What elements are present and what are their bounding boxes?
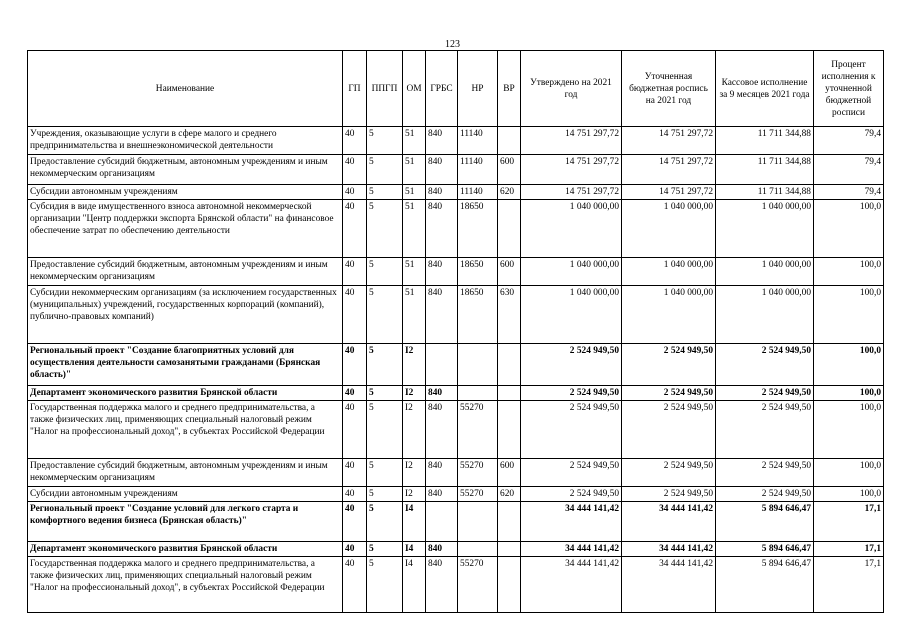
col-header-vr: ВР [498, 51, 521, 127]
row-om-cell: 51 [403, 286, 426, 344]
col-header-cash: Кассовое исполнение за 9 месяцев 2021 года [716, 51, 814, 127]
row-om-cell: 51 [403, 258, 426, 286]
row-percent-cell: 100,0 [814, 487, 884, 502]
row-gp-cell: 40 [343, 542, 367, 557]
row-cash-cell: 2 524 949,50 [716, 401, 814, 459]
row-cash-cell: 11 711 344,88 [716, 155, 814, 185]
table-row [28, 542, 884, 557]
table-row [28, 185, 884, 200]
row-om-cell: 51 [403, 155, 426, 185]
row-gp-cell: 40 [343, 286, 367, 344]
row-approved-cell: 1 040 000,00 [521, 200, 622, 258]
row-percent-cell: 79,4 [814, 185, 884, 200]
row-approved-cell: 2 524 949,50 [521, 401, 622, 459]
row-om-cell: I4 [403, 542, 426, 557]
row-refined-cell: 2 524 949,50 [622, 487, 716, 502]
row-approved-cell: 14 751 297,72 [521, 127, 622, 155]
row-om-cell: I2 [403, 487, 426, 502]
row-ppgp-cell: 5 [367, 286, 403, 344]
row-ppgp-cell: 5 [367, 401, 403, 459]
row-grbs-cell: 840 [426, 386, 458, 401]
row-ppgp-cell: 5 [367, 200, 403, 258]
row-vr-cell: 620 [498, 487, 521, 502]
row-grbs-cell [426, 344, 458, 386]
row-name-cell: Региональный проект "Создание условий для легкого старта и комфортного ведения бизнеса (Брянская область)" [28, 502, 343, 542]
row-name-cell: Предоставление субсидий бюджетным, автономным учреждениям и иным некоммерческим организациям [28, 155, 343, 185]
row-cash-cell: 1 040 000,00 [716, 258, 814, 286]
col-header-om: ОМ [403, 51, 426, 127]
row-refined-cell: 2 524 949,50 [622, 401, 716, 459]
row-om-cell: I2 [403, 459, 426, 487]
row-name-cell: Учреждения, оказывающие услуги в сфере малого и среднего предпринимательства и внешнеэкономической деятельности [28, 127, 343, 155]
row-refined-cell: 34 444 141,42 [622, 542, 716, 557]
row-cash-cell: 2 524 949,50 [716, 386, 814, 401]
row-vr-cell [498, 401, 521, 459]
row-np-cell: 18650 [458, 200, 498, 258]
row-cash-cell: 11 711 344,88 [716, 185, 814, 200]
row-vr-cell [498, 542, 521, 557]
row-np-cell: 18650 [458, 286, 498, 344]
col-header-ppgp: ППГП [367, 51, 403, 127]
row-approved-cell: 2 524 949,50 [521, 386, 622, 401]
row-vr-cell: 600 [498, 459, 521, 487]
table-body [28, 127, 884, 613]
row-percent-cell: 100,0 [814, 401, 884, 459]
row-gp-cell: 40 [343, 344, 367, 386]
page-number: 123 [445, 39, 460, 50]
row-percent-cell: 17,1 [814, 557, 884, 613]
table-row [28, 286, 884, 344]
row-approved-cell: 14 751 297,72 [521, 155, 622, 185]
row-gp-cell: 40 [343, 487, 367, 502]
row-gp-cell: 40 [343, 459, 367, 487]
row-gp-cell: 40 [343, 557, 367, 613]
table-row [28, 386, 884, 401]
row-refined-cell: 34 444 141,42 [622, 502, 716, 542]
row-vr-cell [498, 200, 521, 258]
row-om-cell: 51 [403, 127, 426, 155]
row-refined-cell: 1 040 000,00 [622, 200, 716, 258]
row-grbs-cell: 840 [426, 401, 458, 459]
row-np-cell: 55270 [458, 487, 498, 502]
row-refined-cell: 34 444 141,42 [622, 557, 716, 613]
table-row [28, 200, 884, 258]
row-name-cell: Региональный проект "Создание благоприятных условий для осуществления деятельности самозанятыми гражданами (Брянская область)" [28, 344, 343, 386]
row-gp-cell: 40 [343, 185, 367, 200]
row-grbs-cell: 840 [426, 542, 458, 557]
row-refined-cell: 1 040 000,00 [622, 286, 716, 344]
row-ppgp-cell: 5 [367, 502, 403, 542]
row-grbs-cell: 840 [426, 185, 458, 200]
row-refined-cell: 14 751 297,72 [622, 127, 716, 155]
row-approved-cell: 2 524 949,50 [521, 459, 622, 487]
row-approved-cell: 2 524 949,50 [521, 344, 622, 386]
row-ppgp-cell: 5 [367, 185, 403, 200]
table-row [28, 401, 884, 459]
row-vr-cell [498, 502, 521, 542]
row-name-cell: Предоставление субсидий бюджетным, автономным учреждениям и иным некоммерческим организациям [28, 459, 343, 487]
table-row [28, 127, 884, 155]
row-percent-cell: 79,4 [814, 127, 884, 155]
row-name-cell: Департамент экономического развития Брянской области [28, 386, 343, 401]
row-percent-cell: 79,4 [814, 155, 884, 185]
row-om-cell: I2 [403, 344, 426, 386]
row-vr-cell: 620 [498, 185, 521, 200]
row-name-cell: Департамент экономического развития Брянской области [28, 542, 343, 557]
row-ppgp-cell: 5 [367, 459, 403, 487]
row-name-cell: Государственная поддержка малого и среднего предпринимательства, а также физических лиц, применяющих специальный налоговый режим "Налог на профессиональный доход", в субъектах Российской Федерации [28, 401, 343, 459]
row-np-cell [458, 542, 498, 557]
row-name-cell: Предоставление субсидий бюджетным, автономным учреждениям и иным некоммерческим организациям [28, 258, 343, 286]
budget-table [27, 50, 884, 613]
row-om-cell: 51 [403, 200, 426, 258]
col-header-np: НР [458, 51, 498, 127]
row-gp-cell: 40 [343, 258, 367, 286]
row-percent-cell: 100,0 [814, 344, 884, 386]
row-refined-cell: 2 524 949,50 [622, 344, 716, 386]
row-om-cell: 51 [403, 185, 426, 200]
row-grbs-cell: 840 [426, 557, 458, 613]
row-cash-cell: 5 894 646,47 [716, 557, 814, 613]
table-row [28, 258, 884, 286]
row-np-cell [458, 344, 498, 386]
row-grbs-cell [426, 502, 458, 542]
row-grbs-cell: 840 [426, 127, 458, 155]
row-cash-cell: 11 711 344,88 [716, 127, 814, 155]
row-percent-cell: 100,0 [814, 459, 884, 487]
row-np-cell: 11140 [458, 127, 498, 155]
row-ppgp-cell: 5 [367, 487, 403, 502]
row-approved-cell: 2 524 949,50 [521, 487, 622, 502]
row-ppgp-cell: 5 [367, 542, 403, 557]
row-vr-cell: 630 [498, 286, 521, 344]
col-header-gp: ГП [343, 51, 367, 127]
row-approved-cell: 1 040 000,00 [521, 258, 622, 286]
row-refined-cell: 14 751 297,72 [622, 185, 716, 200]
row-name-cell: Субсидии автономным учреждениям [28, 185, 343, 200]
col-header-refined: Уточненная бюджетная роспись на 2021 год [622, 51, 716, 127]
col-header-approved: Утверждено на 2021 год [521, 51, 622, 127]
table-row [28, 487, 884, 502]
row-np-cell: 11140 [458, 185, 498, 200]
row-grbs-cell: 840 [426, 258, 458, 286]
row-om-cell: I4 [403, 557, 426, 613]
row-name-cell: Государственная поддержка малого и среднего предпринимательства, а также физических лиц, применяющих специальный налоговый режим "Налог на профессиональный доход", в субъектах Российской Федерации [28, 557, 343, 613]
row-np-cell: 55270 [458, 459, 498, 487]
row-percent-cell: 100,0 [814, 386, 884, 401]
row-approved-cell: 34 444 141,42 [521, 557, 622, 613]
row-ppgp-cell: 5 [367, 127, 403, 155]
table-row [28, 557, 884, 613]
row-grbs-cell: 840 [426, 155, 458, 185]
row-grbs-cell: 840 [426, 487, 458, 502]
table-row [28, 459, 884, 487]
row-approved-cell: 14 751 297,72 [521, 185, 622, 200]
row-cash-cell: 1 040 000,00 [716, 286, 814, 344]
row-approved-cell: 1 040 000,00 [521, 286, 622, 344]
row-percent-cell: 100,0 [814, 200, 884, 258]
row-refined-cell: 14 751 297,72 [622, 155, 716, 185]
row-cash-cell: 2 524 949,50 [716, 344, 814, 386]
row-gp-cell: 40 [343, 200, 367, 258]
row-name-cell: Субсидии некоммерческим организациям (за исключением государственных (муниципальных) учреждений, государственных корпораций (компаний), публично-правовых компаний) [28, 286, 343, 344]
col-header-name: Наименование [28, 51, 343, 127]
row-gp-cell: 40 [343, 401, 367, 459]
row-cash-cell: 5 894 646,47 [716, 542, 814, 557]
row-vr-cell [498, 344, 521, 386]
row-grbs-cell: 840 [426, 200, 458, 258]
col-header-percent: Процент исполнения к уточненной бюджетной росписи [814, 51, 884, 127]
table-header-row [28, 51, 884, 127]
row-gp-cell: 40 [343, 502, 367, 542]
table-row [28, 155, 884, 185]
row-percent-cell: 17,1 [814, 542, 884, 557]
table-row [28, 502, 884, 542]
row-refined-cell: 2 524 949,50 [622, 386, 716, 401]
row-ppgp-cell: 5 [367, 557, 403, 613]
row-om-cell: I2 [403, 386, 426, 401]
row-gp-cell: 40 [343, 155, 367, 185]
row-cash-cell: 5 894 646,47 [716, 502, 814, 542]
row-vr-cell [498, 127, 521, 155]
row-cash-cell: 2 524 949,50 [716, 487, 814, 502]
row-gp-cell: 40 [343, 386, 367, 401]
row-cash-cell: 2 524 949,50 [716, 459, 814, 487]
row-percent-cell: 100,0 [814, 286, 884, 344]
row-ppgp-cell: 5 [367, 258, 403, 286]
row-np-cell: 55270 [458, 557, 498, 613]
row-gp-cell: 40 [343, 127, 367, 155]
row-refined-cell: 2 524 949,50 [622, 459, 716, 487]
row-np-cell: 11140 [458, 155, 498, 185]
table-row [28, 344, 884, 386]
row-np-cell: 55270 [458, 401, 498, 459]
row-om-cell: I4 [403, 502, 426, 542]
row-approved-cell: 34 444 141,42 [521, 502, 622, 542]
row-vr-cell [498, 386, 521, 401]
row-percent-cell: 17,1 [814, 502, 884, 542]
row-ppgp-cell: 5 [367, 344, 403, 386]
row-np-cell [458, 386, 498, 401]
row-refined-cell: 1 040 000,00 [622, 258, 716, 286]
row-name-cell: Субсидии автономным учреждениям [28, 487, 343, 502]
row-grbs-cell: 840 [426, 286, 458, 344]
row-ppgp-cell: 5 [367, 155, 403, 185]
row-grbs-cell: 840 [426, 459, 458, 487]
row-approved-cell: 34 444 141,42 [521, 542, 622, 557]
row-vr-cell: 600 [498, 155, 521, 185]
row-vr-cell [498, 557, 521, 613]
row-np-cell [458, 502, 498, 542]
row-vr-cell: 600 [498, 258, 521, 286]
row-name-cell: Субсидия в виде имущественного взноса автономной некоммерческой организации "Центр поддержки экспорта Брянской области" на финансовое обеспечение затрат по обеспечению деятельности [28, 200, 343, 258]
row-ppgp-cell: 5 [367, 386, 403, 401]
row-np-cell: 18650 [458, 258, 498, 286]
row-om-cell: I2 [403, 401, 426, 459]
row-percent-cell: 100,0 [814, 258, 884, 286]
row-cash-cell: 1 040 000,00 [716, 200, 814, 258]
col-header-grbs: ГРБС [426, 51, 458, 127]
